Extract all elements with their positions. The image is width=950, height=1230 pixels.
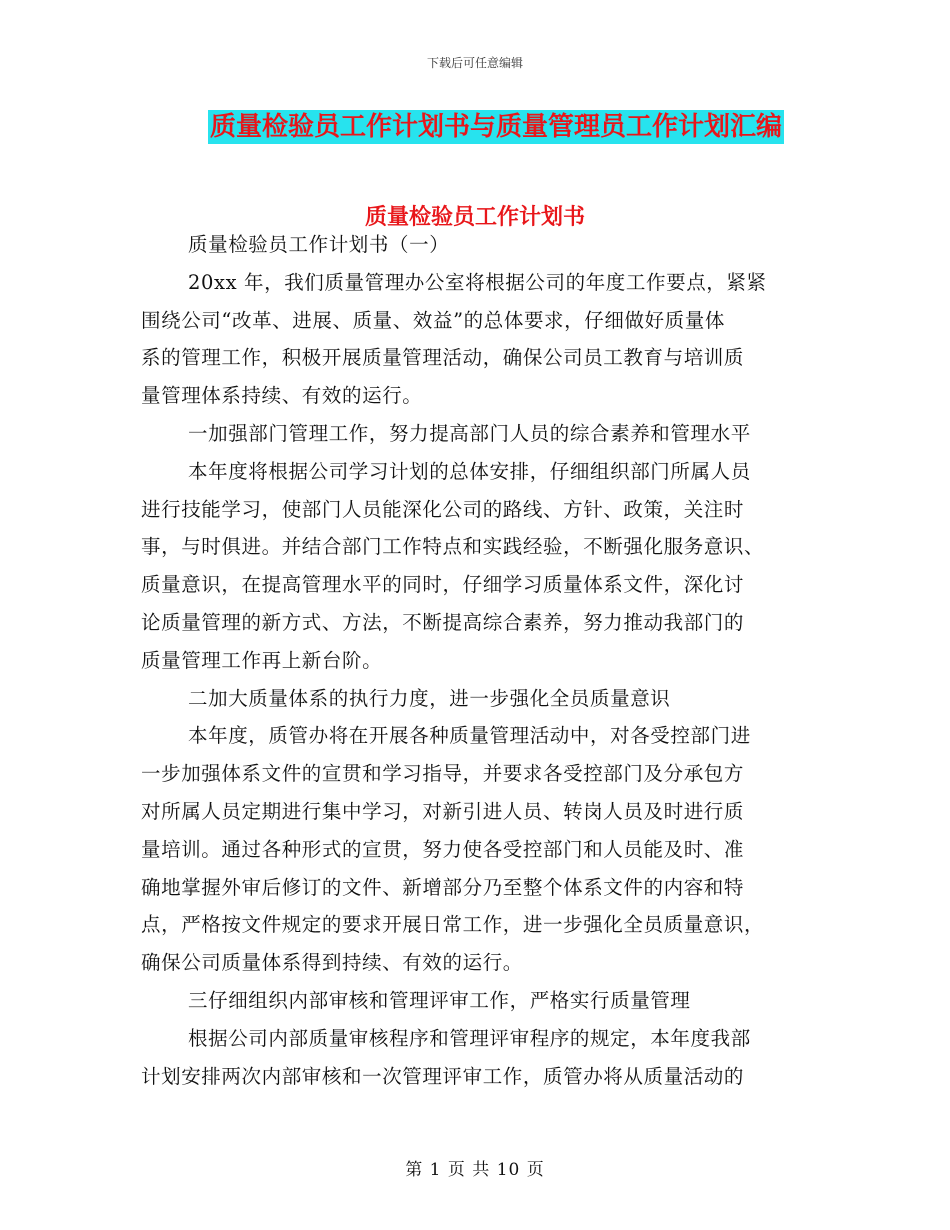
- body-text: [141, 226, 811, 1095]
- text-line: 一加强部门管理工作，努力提高部门人员的综合素养和管理水平: [188, 421, 751, 445]
- text-line: 根据公司内部质量审核程序和管理评审程序的规定，本年度我部: [188, 1026, 751, 1050]
- text-line: 量管理体系持续、有效的运行。: [141, 384, 423, 408]
- text-line: 进行技能学习，使部门人员能深化公司的路线、方针、政策，关注时: [141, 497, 745, 521]
- page-footer: 第 1 页 共 10 页: [405, 1160, 545, 1180]
- section-title: 质量检验员工作计划书: [364, 205, 585, 230]
- text-line: 20xx 年，我们质量管理办公室将根据公司的年度工作要点，紧紧: [188, 270, 767, 294]
- text-line: 论质量管理的新方式、方法，不断提高综合素养，努力推动我部门的: [141, 610, 745, 634]
- document-title: 质量检验员工作计划书与质量管理员工作计划汇编: [210, 112, 783, 142]
- text-line: 计划安排两次内部审核和一次管理评审工作，质管办将从质量活动的: [141, 1064, 745, 1088]
- text-line: 确地掌握外审后修订的文件、新增部分乃至整个体系文件的内容和特: [141, 875, 745, 899]
- text-line: 点，严格按文件规定的要求开展日常工作，进一步强化全员质量意识，: [141, 913, 765, 937]
- text-line: 围绕公司“改革、进展、质量、效益”的总体要求，仔细做好质量体: [141, 308, 725, 332]
- text-line: 三仔细组织内部审核和管理评审工作，严格实行质量管理: [188, 988, 691, 1012]
- text-line: 二加大质量体系的执行力度，进一步强化全员质量意识: [188, 686, 671, 710]
- text-line: 质量意识，在提高管理水平的同时，仔细学习质量体系文件，深化讨: [141, 573, 745, 597]
- text-line: 质量检验员工作计划书（一）: [188, 233, 450, 256]
- text-line: 质量管理工作再上新台阶。: [141, 648, 383, 672]
- header-note: 下载后可任意编辑: [426, 56, 523, 70]
- text-line: 事，与时俱进。并结合部门工作特点和实践经验，不断强化服务意识、: [141, 535, 765, 559]
- text-line: 系的管理工作，积极开展质量管理活动，确保公司员工教育与培训质: [141, 346, 745, 370]
- text-line: 对所属人员定期进行集中学习，对新引进人员、转岗人员及时进行质: [141, 799, 745, 823]
- text-line: 本年度，质管办将在开展各种质量管理活动中，对各受控部门进: [188, 724, 751, 748]
- text-line: 本年度将根据公司学习计划的总体安排，仔细组织部门所属人员: [188, 459, 751, 483]
- text-line: 确保公司质量体系得到持续、有效的运行。: [141, 951, 523, 975]
- text-line: 量培训。通过各种形式的宣贯，努力使各受控部门和人员能及时、准: [141, 837, 745, 861]
- text-line: 一步加强体系文件的宣贯和学习指导，并要求各受控部门及分承包方: [141, 762, 745, 786]
